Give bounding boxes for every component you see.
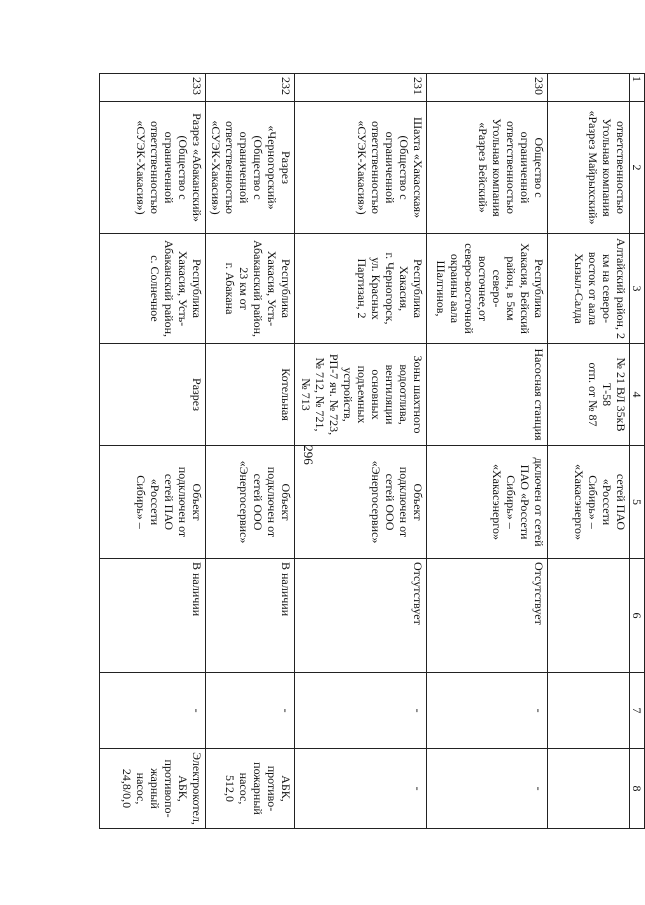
column-8-cell: Электрокотел, АБК, противопо- жарный насос, 24,8/0,0 <box>100 749 206 829</box>
table-row <box>427 74 548 829</box>
connection-cell: Объект подключен от сетей ООО «Энергосервис» <box>295 446 427 559</box>
column-6-cell: Отсутствует <box>427 559 548 673</box>
column-8-cell: АБК, противо- пожарный насос, 512,0 <box>206 749 295 829</box>
location-cell: Республика Хакасия, г. Черногорск, ул. Красных Партизан, 2 <box>295 234 427 344</box>
owner-cell: Разрез «Абаканский» (Общество с ограниченной ответственностью «СУЭК-Хакасия») <box>100 102 206 234</box>
header-cell: 8 <box>630 749 645 829</box>
column-6-cell: Отсутствует <box>295 559 427 673</box>
column-7-cell: - <box>100 673 206 749</box>
column-7-cell: - <box>295 673 427 749</box>
owner-cell: Шахта «Хакасская» (Общество с ограниченной ответственностью «СУЭК-Хакасия») <box>295 102 427 234</box>
header-cell: 3 <box>630 234 645 344</box>
column-6-cell <box>548 559 630 673</box>
object-cell: № 21 ВЛ 35кВ Т-58 отп. от № 87 <box>548 344 630 446</box>
location-cell: Республика Хакасия, Усть- Абаканский район, 23 км от г. Абакана <box>206 234 295 344</box>
connection-cell: сетей ПАО «Россети Сибирь» – «Хакасэнерго» <box>548 446 630 559</box>
header-cell: 2 <box>630 102 645 234</box>
column-8-cell: - <box>295 749 427 829</box>
header-cell: 1 <box>630 74 645 102</box>
connection-cell: Объект подключен от сетей ПАО «Россети Сибирь» – <box>100 446 206 559</box>
header-cell: 6 <box>630 559 645 673</box>
row-number-cell: 230 <box>427 74 548 102</box>
connection-cell: дключен от сетей ПАО «Россети Сибирь» – «Хакасэнерго» <box>427 446 548 559</box>
column-7-cell <box>548 673 630 749</box>
rotated-table-container <box>113 73 645 828</box>
object-cell: Разрез <box>100 344 206 446</box>
header-cell: 4 <box>630 344 645 446</box>
header-cell: 5 <box>630 446 645 559</box>
column-8-cell: - <box>427 749 548 829</box>
row-number-cell <box>548 74 630 102</box>
column-8-cell <box>548 749 630 829</box>
owner-cell: Разрез «Черногорский» (Общество с ограниченной ответственностью «СУЭК-Хакасия») <box>206 102 295 234</box>
table-rotation-frame <box>113 73 645 828</box>
object-cell: Котельная <box>206 344 295 446</box>
owner-cell: Общество с ограниченной ответственностью Угольная компания «Разрез Бейский» <box>427 102 548 234</box>
column-7-cell: - <box>427 673 548 749</box>
owner-cell: ответственностью Угольная компания «Разрез Майрыхский» <box>548 102 630 234</box>
column-6-cell: В наличии <box>100 559 206 673</box>
table-row <box>206 74 295 829</box>
table-row <box>295 74 427 829</box>
location-cell: Алтайский район, 2 км на северо- восток от аала Хызыл-Салда <box>548 234 630 344</box>
header-cell: 7 <box>630 673 645 749</box>
object-cell: Насосная станция <box>427 344 548 446</box>
column-7-cell: - <box>206 673 295 749</box>
column-6-cell: В наличии <box>206 559 295 673</box>
row-number-cell: 231 <box>295 74 427 102</box>
connection-cell: Объект подключен от сетей ООО «Энергосервис» <box>206 446 295 559</box>
location-cell: Республика Хакасия, Усть- Абаканский район, с. Солнечное <box>100 234 206 344</box>
objects-table <box>99 73 645 829</box>
header-row <box>630 74 645 829</box>
table-row <box>548 74 630 829</box>
row-number-cell: 233 <box>100 74 206 102</box>
row-number-cell: 232 <box>206 74 295 102</box>
object-cell: Зоны шахтного водоотлива, вентиляции основных подъемных устройств, РП-7 яч. № 723, № 712, № 721, № 713 <box>295 344 427 446</box>
page-number: 296 <box>301 445 316 465</box>
table-row <box>100 74 206 829</box>
location-cell: Республика Хакасия, Бейский район, в 5км северо- восточнее,от северо-восточной окраины аала Шалгинов, <box>427 234 548 344</box>
